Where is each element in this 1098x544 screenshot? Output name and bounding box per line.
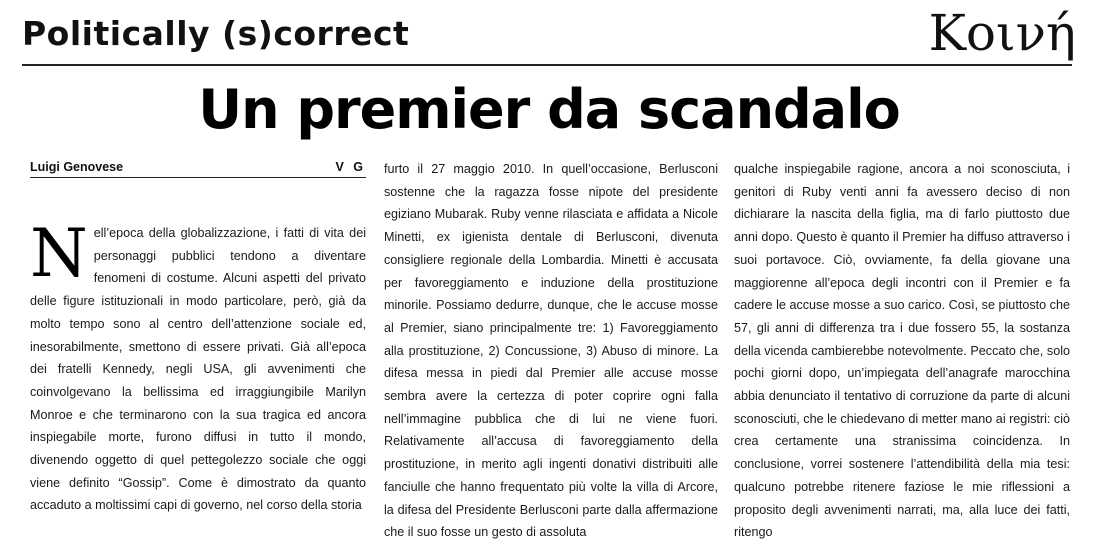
column-3-text: qualche inspiegabile ragione, ancora a noi sconosciuta, i genitori di Ruby venti anni fa avessero deciso di non dichiarare la nascita della figlia, ma di farlo piuttosto due anni dopo. Questo è quanto il Premier ha diffuso attraverso i suoi portavoce. Ciò, ovviamente, fa della giovane una maggiorenne all’epoca degli incontri con il Premier e fa cadere le accuse mosse a suo carico. Così, se piuttosto che 57, gli anni di differenza tra i due fossero 55, la sostanza della vicenda cambierebbe notevolmente. Peccato che, solo pochi giorni dopo, un’impiegata dell’anagrafe marocchina abbia denunciato il tentativo di corruzione da parte di alcuni sconosciuti, che le chiedevano di metter mano ai registri: ciò crea certamente una stranissima coincidenza. In conclusione, vorrei sostenere l’attendibilità della mia tesi: qualcuno potrebbe ritenere faziose le mie riflessioni a proposito degli avvenimenti narrati, ma, alla luce dei fatti, ritengo (734, 162, 1070, 540)
article-headline: Un premier da scandalo (198, 78, 900, 141)
article-column-2 (384, 158, 718, 540)
author-initials: V G (335, 160, 366, 174)
author-name: Luigi Genovese (30, 160, 124, 174)
masthead-rule (22, 64, 1072, 66)
byline (30, 160, 366, 178)
section-rubric: Politically (s)correct (22, 14, 410, 53)
masthead-logo: Κοινή (928, 4, 1076, 62)
article-column-3 (734, 158, 1070, 540)
drop-cap: N (30, 215, 88, 292)
column-1-text: ell’epoca della globalizzazione, i fatti di vita dei personaggi pubblici tendono a diventare fenomeni di costume. Alcuni aspetti del privato delle figure istituzionali in modo particolare, però, già da molto tempo sono al centro dell’attenzione sociale ed, inesorabilmente, smettono di essere privati. Già all’epoca dei fratelli Kennedy, negli USA, gli avvenimenti che coinvolgevano la bellissima ed irraggiungibile Marilyn Monroe e che terminarono con la sua tragica ed ancora inspiegabile morte, furono diffusi in tutto il mondo, divenendo oggetto di quel pettegolezzo sociale che oggi viene definito “Gossip”. Come è dimostrato da quanto accaduto a moltissimi capi di governo, nel corso della storia (30, 226, 366, 513)
column-2-text: furto il 27 maggio 2010. In quell’occasione, Berlusconi sostenne che la ragazza fosse nipote del presidente egiziano Mubarak. Ruby venne rilasciata e affidata a Nicole Minetti, ex igienista dentale di Berlusconi, divenuta consigliere regionale della Lombardia. Minetti è accusata per favoreggiamento e induzione della prostituzione minorile. Possiamo dedurre, dunque, che le accuse mosse al Premier, siano principalmente tre: 1) Favoreggiamento alla prostituzione, 2) Concussione, 3) Abuso di minore. La difesa messa in piedi dal Premier alle accuse mosse sembra avere la certezza di poter coprire ogni falla nell’immagine pubblica che di lui ne viene fuori. Relativamente all’accusa di favoreggiamento della prostituzione, in merito agli ingenti donativi distribuiti alle fanciulle che hanno frequentato più volte la villa di Arcore, la difesa del Presidente Berlusconi parte dalla affermazione che il suo fosse un gesto di assoluta (384, 162, 718, 540)
article-column-1 (30, 215, 366, 513)
